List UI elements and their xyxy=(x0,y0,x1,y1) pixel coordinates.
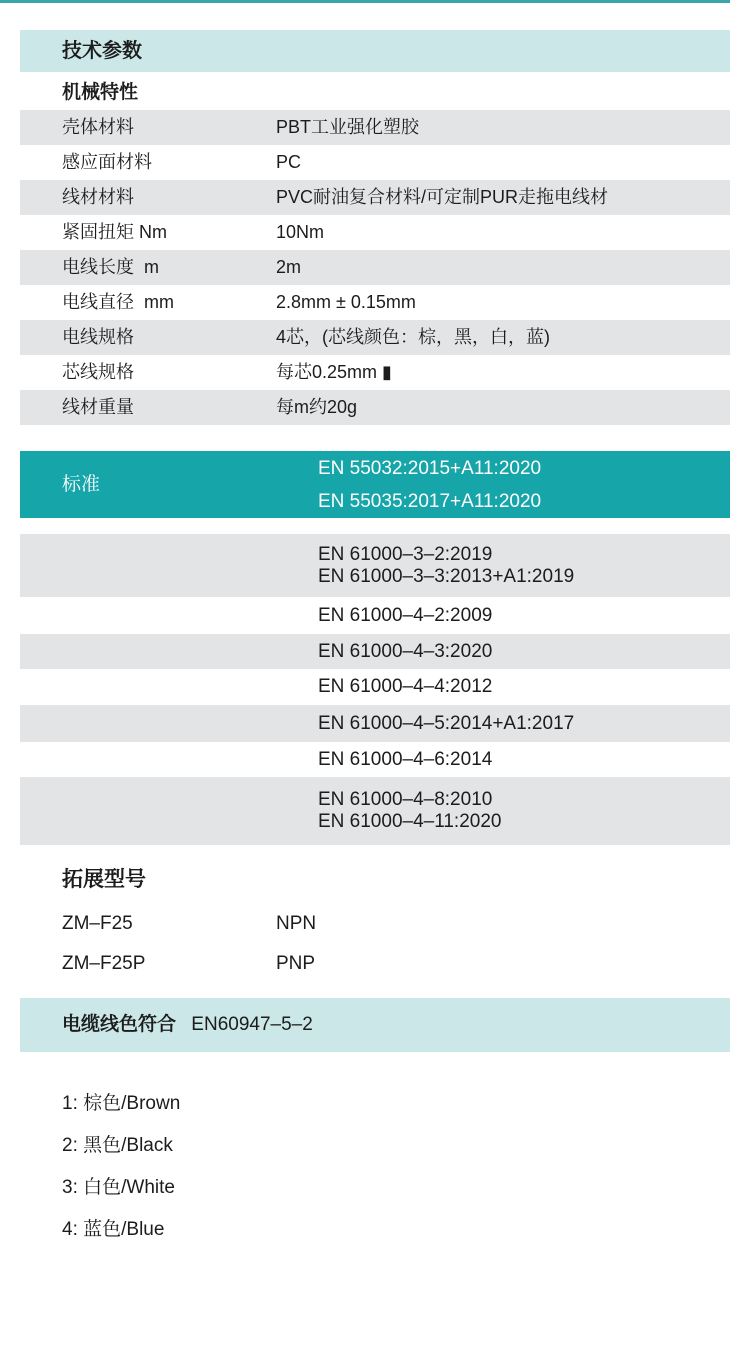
spec-label: 芯线规格 xyxy=(62,362,134,382)
spec-label: 壳体材料 xyxy=(62,117,134,137)
model-row xyxy=(20,912,730,936)
wire-color-list xyxy=(62,1091,180,1243)
wire-color-item: 1: 棕色/Brown xyxy=(62,1093,181,1114)
spec-label: 电线直径 mm xyxy=(62,292,174,312)
standards-highlight-lines xyxy=(318,451,541,518)
header-bar xyxy=(20,30,730,72)
model-name: ZM–F25P xyxy=(62,953,146,974)
standard-line: EN 61000–4–6:2014 xyxy=(20,742,730,777)
cable-color-heading: 电缆线色符合 xyxy=(62,1014,177,1035)
model-name: ZM–F25 xyxy=(62,913,133,934)
spec-row xyxy=(20,320,730,355)
spec-value: 每芯0.25mm ▮ xyxy=(276,362,392,382)
spec-row xyxy=(20,215,730,250)
standard-line: EN 61000–4–8:2010 xyxy=(318,789,493,810)
model-output-type: NPN xyxy=(276,913,317,934)
spec-value: 2m xyxy=(276,257,302,277)
spec-row xyxy=(20,145,730,180)
spec-row xyxy=(20,390,730,425)
section-heading-mechanical: 机械特性 xyxy=(62,82,139,103)
standards-group xyxy=(20,777,730,845)
spec-row xyxy=(20,285,730,320)
spec-value: 2.8mm ± 0.15mm xyxy=(276,292,416,312)
spec-value: PC xyxy=(276,152,302,172)
standard-line: EN 61000–4–11:2020 xyxy=(318,811,502,832)
standard-line: EN 61000–3–3:2013+A1:2019 xyxy=(318,565,575,587)
standard-line: EN 61000–4–2:2009 xyxy=(20,597,730,634)
spec-row xyxy=(20,355,730,390)
standards-group xyxy=(20,534,730,597)
standard-line: EN 61000–4–3:2020 xyxy=(20,634,730,669)
models-table xyxy=(20,912,730,976)
standards-highlight-block xyxy=(20,451,730,518)
wire-color-item: 2: 黑色/Black xyxy=(62,1135,173,1156)
wire-color-item: 4: 蓝色/Blue xyxy=(62,1219,165,1240)
spec-label: 电线规格 xyxy=(62,327,134,347)
spec-label: 线材材料 xyxy=(62,187,134,207)
standard-line: EN 61000–4–4:2012 xyxy=(20,669,730,705)
spec-row xyxy=(20,180,730,215)
model-row xyxy=(20,952,730,976)
standards-label: 标准 xyxy=(62,474,101,495)
cable-color-heading-bar xyxy=(20,998,730,1052)
spec-label: 紧固扭矩 Nm xyxy=(62,222,167,242)
spec-row xyxy=(20,110,730,145)
standard-line: EN 61000–3–2:2019 xyxy=(318,543,493,565)
spec-label: 电线长度 m xyxy=(62,257,159,277)
top-accent-line xyxy=(0,0,730,3)
page-title: 技术参数 xyxy=(62,40,142,62)
wire-color-item: 3: 白色/White xyxy=(62,1177,175,1198)
section-heading-models: 拓展型号 xyxy=(62,868,146,891)
standard-line: EN 55035:2017+A11:2020 xyxy=(318,490,542,512)
spec-value: 4芯，(芯线颜色：棕，黑，白，蓝) xyxy=(276,327,550,347)
spec-value: 10Nm xyxy=(276,222,325,242)
spec-row xyxy=(20,250,730,285)
standard-line: EN 55032:2015+A11:2020 xyxy=(318,457,542,479)
spec-value: PBT工业强化塑胶 xyxy=(276,117,420,137)
spec-label: 线材重量 xyxy=(62,397,134,417)
mechanical-spec-table xyxy=(20,110,730,425)
standard-line: EN 61000–4–5:2014+A1:2017 xyxy=(20,705,730,742)
model-output-type: PNP xyxy=(276,953,316,974)
spec-label: 感应面材料 xyxy=(62,152,152,172)
spec-value: 每m约20g xyxy=(276,397,358,417)
spec-value: PVC耐油复合材料/可定制PUR走拖电线材 xyxy=(276,187,609,207)
cable-color-standard: EN60947–5–2 xyxy=(191,1014,313,1035)
